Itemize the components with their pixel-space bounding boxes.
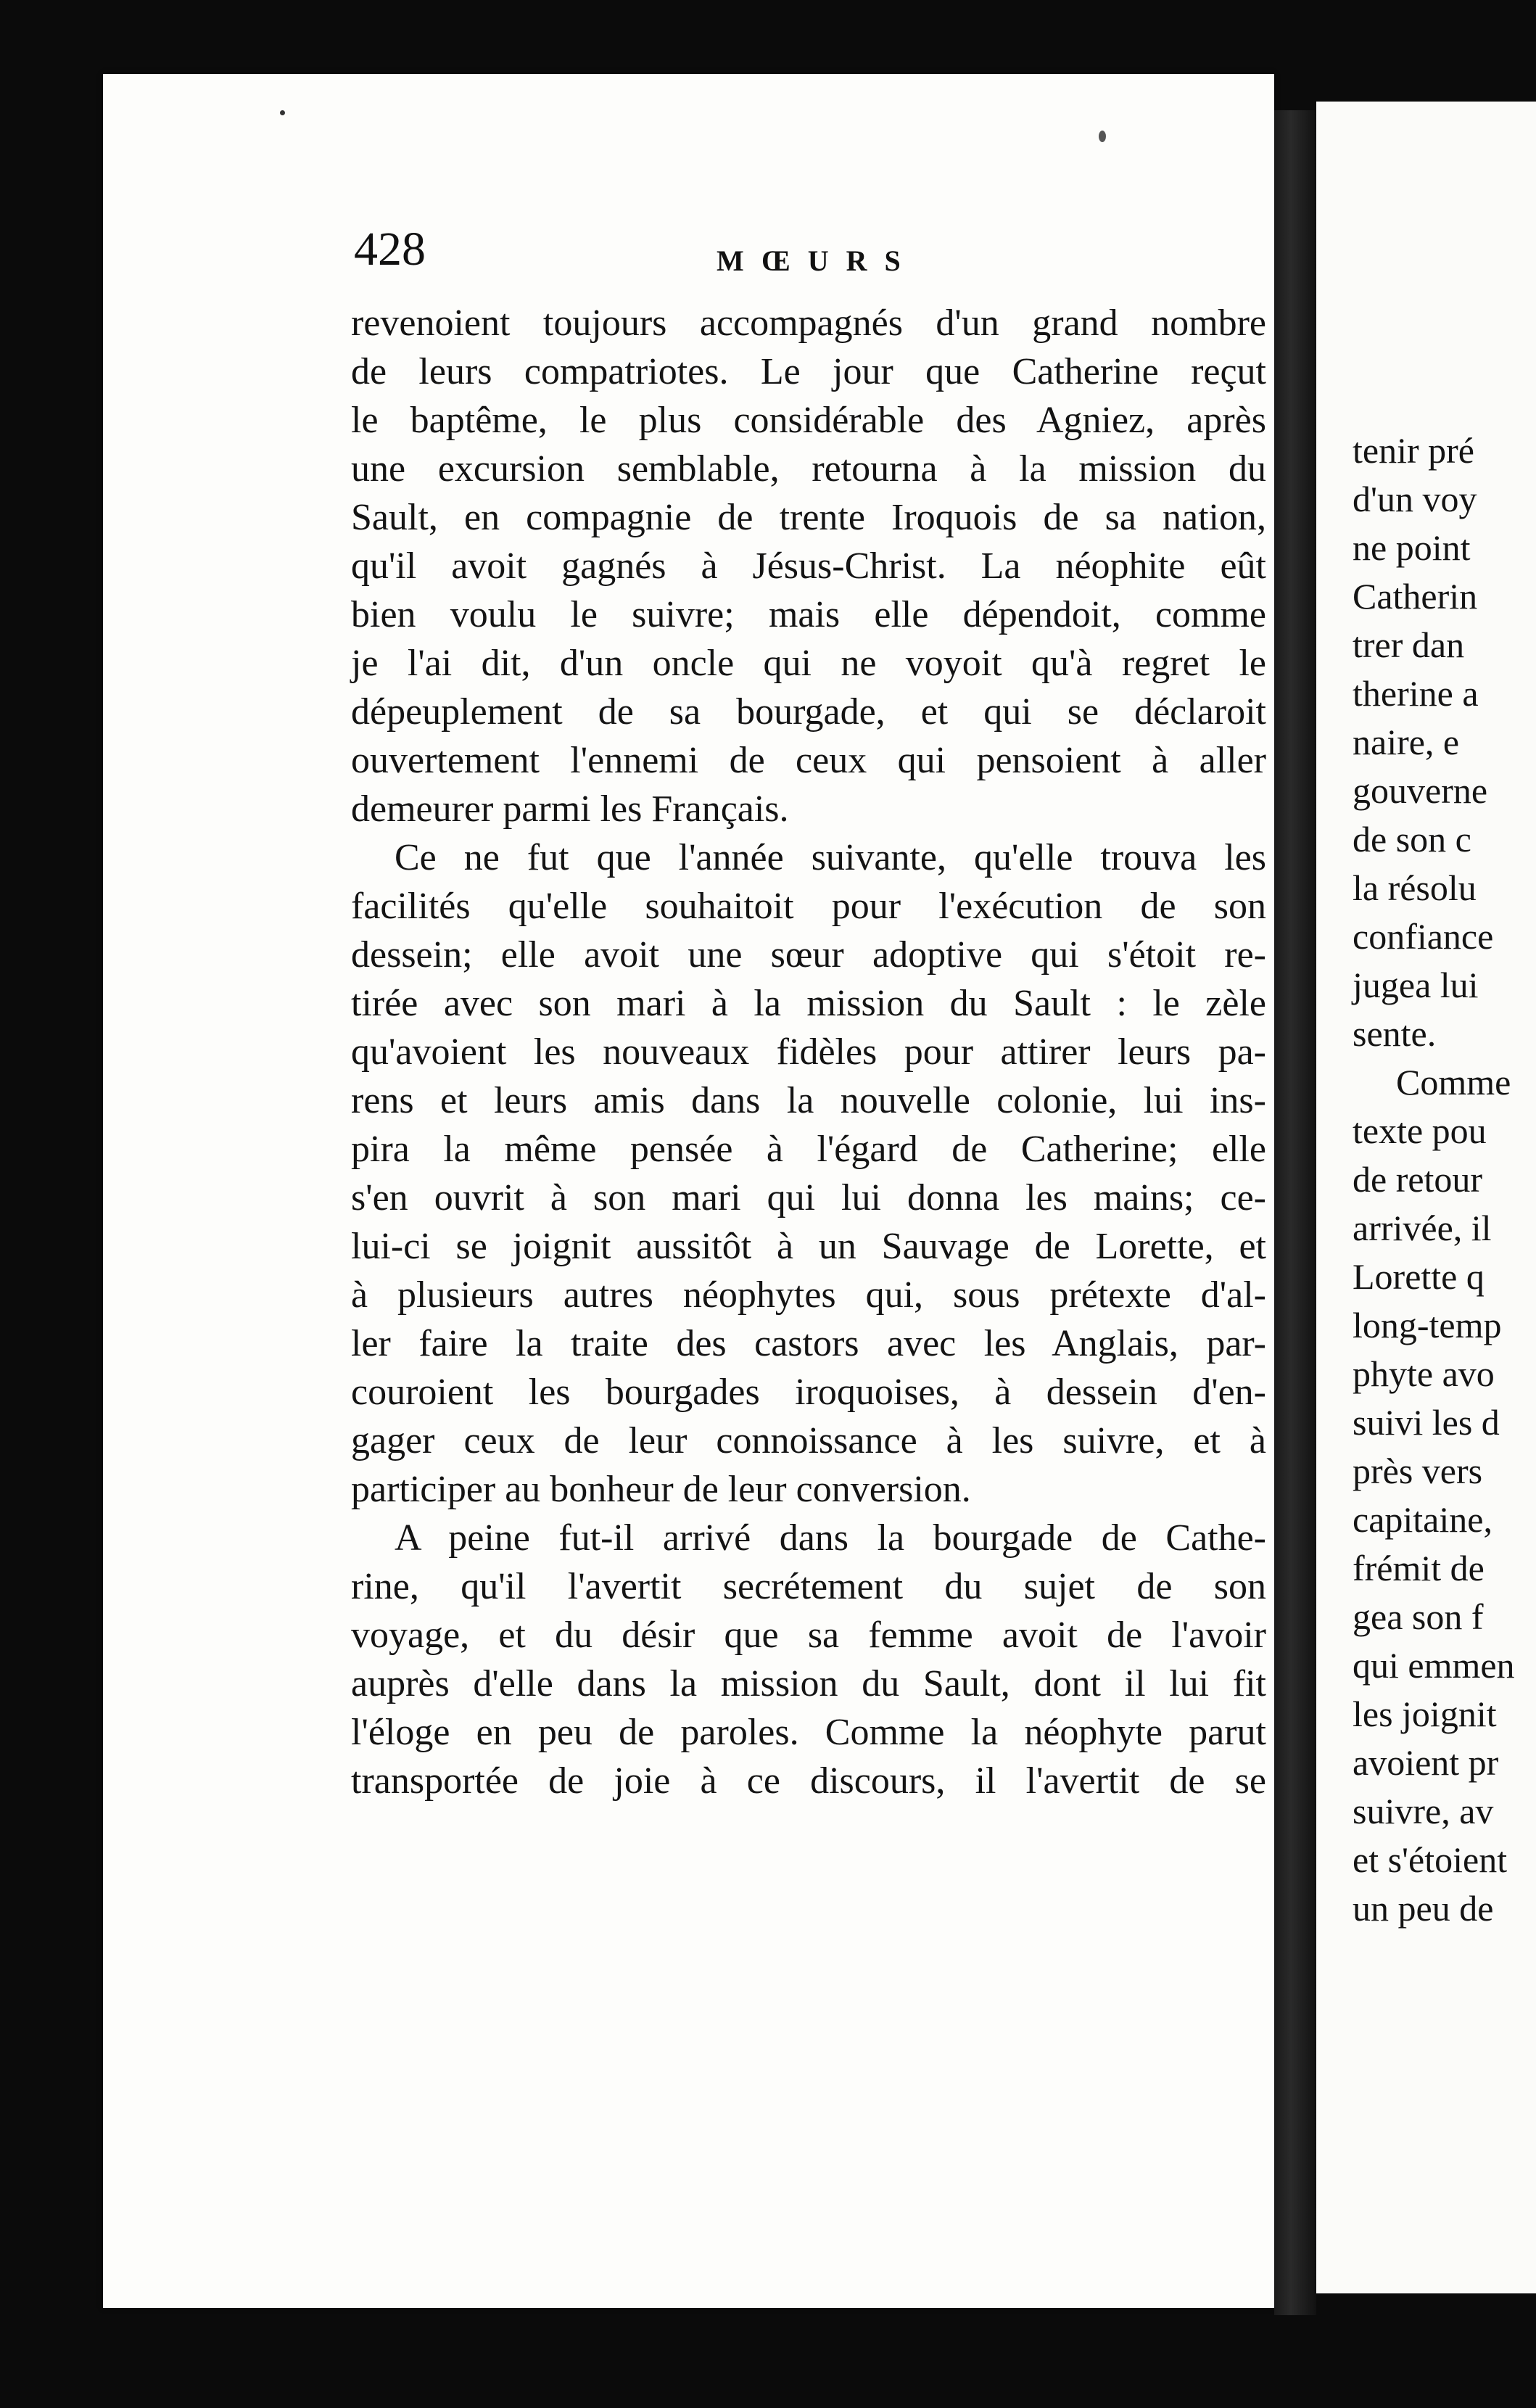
text-line: rens et leurs amis dans la nouvelle colonie, lui ins-	[351, 1080, 1266, 1121]
page-number: 428	[354, 223, 426, 276]
text-line: qui emmen	[1353, 1645, 1515, 1686]
text-line: pira la même pensée à l'égard de Catherine; elle	[351, 1129, 1266, 1170]
text-line: Comme	[1396, 1062, 1511, 1102]
text-line: qu'il avoit gagnés à Jésus-Christ. La néophite eût	[351, 545, 1266, 587]
text-line: revenoient toujours accompagnés d'un grand nombre	[351, 302, 1266, 344]
text-line: confiance	[1353, 916, 1494, 957]
text-line: transportée de joie à ce discours, il l'avertit de se	[351, 1760, 1266, 1802]
text-line: de son c	[1353, 819, 1471, 859]
text-line: long-temp	[1353, 1305, 1502, 1345]
text-line: suivre, av	[1353, 1791, 1494, 1831]
text-line: ouvertement l'ennemi de ceux qui pensoient à aller	[351, 740, 1266, 781]
text-line: tenir pré	[1353, 430, 1474, 471]
text-line: Catherin	[1353, 576, 1478, 617]
text-line: gager ceux de leur connoissance à les suivre, et à	[351, 1420, 1266, 1461]
text-line: auprès d'elle dans la mission du Sault, dont il lui fit	[351, 1663, 1266, 1704]
text-line: les joignit	[1353, 1694, 1497, 1734]
text-line: capitaine,	[1353, 1499, 1492, 1540]
text-line: jugea lui	[1353, 965, 1479, 1005]
text-line: suivi les d	[1353, 1402, 1500, 1443]
page-speck	[1099, 131, 1106, 142]
text-line: phyte avo	[1353, 1353, 1495, 1394]
text-line: je l'ai dit, d'un oncle qui ne voyoit qu'à regret le	[351, 643, 1266, 684]
text-line: ler faire la traite des castors avec les Anglais, par-	[351, 1323, 1266, 1364]
text-line: à plusieurs autres néophytes qui, sous prétexte d'al-	[351, 1274, 1266, 1316]
text-line: d'un voy	[1353, 479, 1477, 519]
text-line: frémit de	[1353, 1548, 1485, 1588]
text-line: sente.	[1353, 1013, 1437, 1054]
text-line: l'éloge en peu de paroles. Comme la néophyte parut	[351, 1712, 1266, 1753]
text-line: qu'avoient les nouveaux fidèles pour attirer leurs pa-	[351, 1031, 1266, 1073]
text-line: Lorette q	[1353, 1256, 1485, 1297]
text-line: arrivée, il	[1353, 1208, 1492, 1248]
text-line: dépeuplement de sa bourgade, et qui se déclaroit	[351, 691, 1266, 733]
text-line: une excursion semblable, retourna à la mission du	[351, 448, 1266, 490]
page-speck	[280, 110, 285, 115]
text-line: avoient pr	[1353, 1742, 1499, 1783]
right-page-text	[1353, 426, 1536, 1933]
text-line: lui-ci se joignit aussitôt à un Sauvage de Lorette, et	[351, 1226, 1266, 1267]
text-line: la résolu	[1353, 867, 1477, 908]
text-line: trer dan	[1353, 624, 1465, 665]
text-line: ne point	[1353, 527, 1471, 568]
text-line: participer au bonheur de leur conversion.	[351, 1469, 971, 1510]
text-line: Sault, en compagnie de trente Iroquois de sa nation,	[351, 497, 1266, 538]
text-line: naire, e	[1353, 722, 1460, 762]
text-line: près vers	[1353, 1451, 1483, 1491]
text-line: texte pou	[1353, 1110, 1487, 1151]
text-line: gouverne	[1353, 770, 1488, 811]
text-line: un peu de	[1353, 1888, 1494, 1929]
text-line: de leurs compatriotes. Le jour que Catherine reçut	[351, 351, 1266, 392]
text-line: dessein; elle avoit une sœur adoptive qui s'étoit re-	[351, 934, 1266, 976]
text-line: gea son f	[1353, 1596, 1484, 1637]
text-line: Ce ne fut que l'année suivante, qu'elle trouva les	[395, 837, 1266, 878]
text-line: voyage, et du désir que sa femme avoit de l'avoir	[351, 1615, 1266, 1656]
text-line: le baptême, le plus considérable des Agniez, après	[351, 400, 1266, 441]
left-page-text	[351, 299, 1266, 1805]
running-head: MŒURS	[717, 244, 918, 277]
book-gutter	[1274, 110, 1316, 2315]
text-line: A peine fut-il arrivé dans la bourgade de Cathe-	[395, 1517, 1266, 1559]
text-line: s'en ouvrit à son mari qui lui donna les mains; ce-	[351, 1177, 1266, 1219]
text-line: et s'étoient	[1353, 1839, 1508, 1880]
text-line: demeurer parmi les Français.	[351, 788, 789, 830]
text-line: tirée avec son mari à la mission du Sault : le zèle	[351, 983, 1266, 1024]
text-line: facilités qu'elle souhaitoit pour l'exécution de son	[351, 886, 1266, 927]
page-header	[354, 222, 1260, 287]
text-line: de retour	[1353, 1159, 1483, 1200]
right-page	[1316, 102, 1536, 2293]
text-line: rine, qu'il l'avertit secrétement du sujet de son	[351, 1566, 1266, 1607]
text-line: bien voulu le suivre; mais elle dépendoit, comme	[351, 594, 1266, 635]
text-line: therine a	[1353, 673, 1479, 714]
text-line: couroient les bourgades iroquoises, à dessein d'en-	[351, 1372, 1266, 1413]
